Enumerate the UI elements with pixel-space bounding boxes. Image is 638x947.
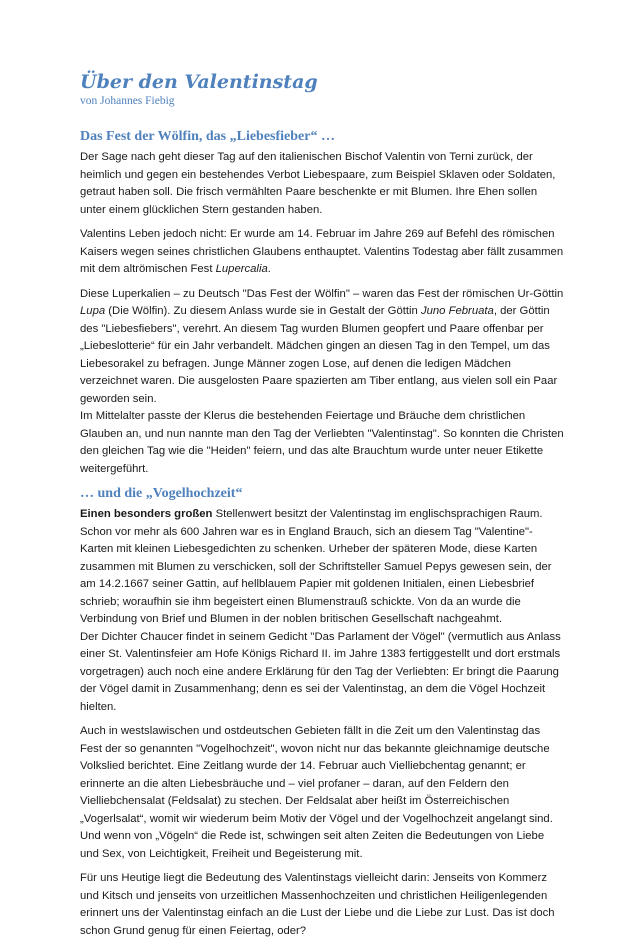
- paragraph: [80, 506, 564, 629]
- paragraph: [80, 629, 564, 717]
- paragraph: [80, 723, 564, 863]
- section-heading-wolf: Das Fest der Wölfin, das „Liebesfieber“ …: [80, 129, 335, 144]
- italic-term: Lupa: [80, 305, 106, 317]
- paragraph: [80, 149, 564, 219]
- document-title: Über den Valentinstag: [80, 71, 318, 93]
- paragraph-text: Valentins Leben jedoch nicht: Er wurde am 14. Februar im Jahre 269 auf Befehl des römischen Kaisers wegen seines christlichen Glaubens enthauptet. Valentins Todestag aber fällt zusammen mit dem altrömischen Fest: [80, 228, 564, 275]
- document-author: von Johannes Fiebig: [80, 95, 175, 107]
- paragraph: [80, 870, 564, 940]
- italic-term: Lupercalia: [215, 263, 268, 275]
- paragraph: [80, 408, 564, 478]
- document-page: [80, 70, 564, 947]
- paragraph-text: Der Sage nach geht dieser Tag auf den italienischen Bischof Valentin von Terni zurück, der heimlich und gegen ein bestehendes Verbot Liebespaare, zum Beispiel Sklaven oder Soldaten, getraut haben soll. Die frisch vermählten Paare beschenkte er mit Blumen. Ihre Ehen sollen unter einem glücklichen Stern gestanden haben.: [80, 151, 556, 216]
- paragraph-text: Diese Luperkalien – zu Deutsch "Das Fest der Wölfin" – waren das Fest der römischen Ur-Göttin: [80, 287, 564, 300]
- italic-term: Juno Februata: [420, 305, 494, 317]
- paragraph-text: , der Göttin des "Liebesfiebers", verehrt. An diesem Tag wurden Blumen geopfert und Paare offenbar per „Liebeslotterie“ für ein Jahr verbandelt. Mädchen gingen an diesen Tag in den Tempel, um das Liebesorakel zu befragen. Junge Männer zogen Lose, auf denen die ledigen Mädchen verzeichnet waren. Die ausgelosten Paare spazierten am Tiber entlang, aus vielen soll ein Paar geworden sein.: [80, 305, 558, 405]
- paragraph-text: (Die Wölfin). Zu diesem Anlass wurde sie in Gestalt der Göttin: [105, 305, 421, 317]
- paragraph-text: Der Dichter Chaucer findet in seinem Gedicht "Das Parlament der Vögel" (vermutlich aus Anlass einer St. Valentinsfeier am Hofe Königs Richard II. im Jahre 1383 fertiggestellt und dort erstmals vorgetragen) auch noch eine andere Erklärung für den Tag der Verliebten: Er bringt die Paarung der Vögel damit in Zusammenhang; denn es sei der Valentinstag, an dem die Vögel Hochzeit hielten.: [80, 630, 561, 713]
- paragraph-text: Stellenwert besitzt der Valentinstag im englischsprachigen Raum. Schon vor mehr als 600 Jahren war es in England Brauch, sich an diesem Tag "Valentine"-Karten mit kleinen Liebesgedichten zu schenken. Urheber der späteren Mode, diese Karten zusammen mit Blumen zu verschicken, soll der Schriftsteller Samuel Pepys gewesen sein, der am 14.2.1667 seiner Gattin, auf hellblauem Papier mit goldenen Initialen, einen Liebesbrief schrieb; woraufhin sie ihm begeistert einen Blumenstrauß schickte. Von da an wurde die Verbindung von Brief und Blumen in der noblen britischen Gesellschaft nachgeahmt.: [80, 508, 552, 625]
- section-heading-bird-wedding: … und die „Vogelhochzeit“: [80, 486, 243, 501]
- paragraph-text: Im Mittelalter passte der Klerus die bestehenden Feiertage und Bräuche dem christlichen Glauben an, und nun nannte man den Tag der Verliebten "Valentinstag". So konnten die Christen den gleichen Tag wie die "Heiden" feiern, und das alte Brauchtum wurde unter neuer Etikette weitergeführt.: [80, 410, 564, 475]
- paragraph-text: Auch in westslawischen und ostdeutschen Gebieten fällt in die Zeit um den Valentinstag das Fest der so genannten "Vogelhochzeit", wovon nicht nur das bekannte gleichnamige deutsche Volkslied berichtet. Eine Zeitlang wurde der 14. Februar auch Vielliebchentag genannt; er erinnerte an die alten Liebesbräuche und – viel profaner – daran, auf den Feldern den Vielliebchensalat (Feldsalat) zu stechen. Der Feldsalat aber heißt im Österreichischen „Vogerlsalat“, womit wir wiederum beim Motiv der Vögel und der Vogelhochzeit angelangt sind. Und wenn von „Vögeln“ die Rede ist, schwingen seit alten Zeiten die Bedeutungen von Liebe und Sex, von Leichtigkeit, Freiheit und Begeisterung mit.: [80, 725, 553, 860]
- paragraph-text: Für uns Heutige liegt die Bedeutung des Valentinstags vielleicht darin: Jenseits von Kommerz und Kitsch und jenseits von urzeitlichen Massenhochzeiten und christlichen Heiligenlegenden erinnert uns der Valentinstag einfach an die Lust der Liebe und die Liebe zur Lust. Das ist doch schon Grund genug für einen Feiertag, oder?: [80, 872, 555, 937]
- paragraph: [80, 226, 564, 279]
- bold-lead: Einen besonders großen: [80, 508, 213, 520]
- paragraph: [80, 286, 564, 409]
- paragraph-text: .: [267, 263, 271, 275]
